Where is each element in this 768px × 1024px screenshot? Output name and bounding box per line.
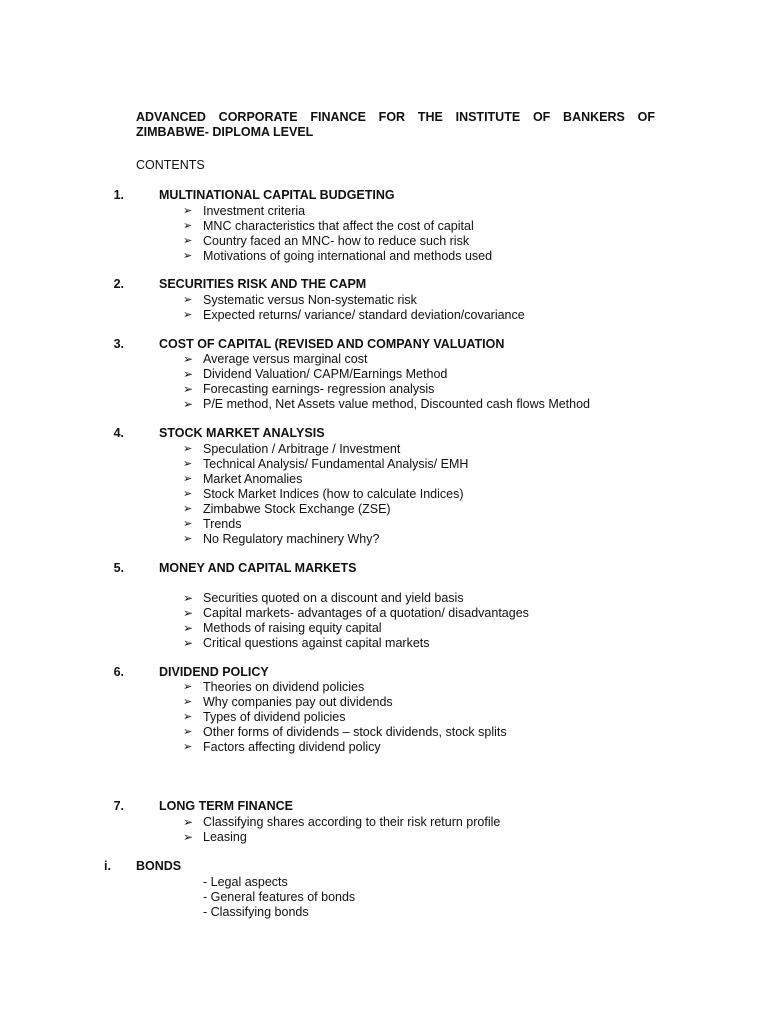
bullet-list	[183, 293, 525, 323]
subsection-title: BONDS	[136, 859, 182, 873]
list-item-text: Average versus marginal cost	[203, 352, 368, 366]
section-number: 4.	[113, 426, 124, 440]
list-item	[183, 249, 492, 264]
arrow-bullet-icon: ➢	[183, 205, 193, 217]
list-item-text: Types of dividend policies	[203, 710, 346, 724]
arrow-bullet-icon: ➢	[183, 458, 193, 470]
section-number: 7.	[113, 799, 124, 813]
list-item	[183, 442, 468, 457]
list-item-text: Investment criteria	[203, 204, 306, 218]
bullet-list	[183, 442, 468, 547]
arrow-bullet-icon: ➢	[183, 815, 194, 829]
subsection-list	[203, 875, 355, 920]
arrow-bullet-icon: ➢	[183, 352, 194, 366]
list-item	[183, 695, 507, 710]
bullet-list	[183, 680, 507, 755]
section-number: 3.	[113, 337, 124, 351]
list-item-text: MNC characteristics that affect the cost of capital	[203, 219, 474, 233]
list-item	[183, 308, 525, 323]
arrow-bullet-icon: ➢	[183, 533, 193, 545]
list-item-text: Why companies pay out dividends	[203, 695, 393, 709]
section-title: LONG TERM FINANCE	[159, 799, 294, 813]
list-item	[183, 517, 468, 532]
list-item-text: Critical questions against capital markets	[203, 636, 430, 650]
bullet-list	[183, 591, 529, 651]
arrow-bullet-icon: ➢	[183, 696, 193, 708]
list-item	[183, 457, 468, 472]
section-number: 5.	[113, 561, 124, 575]
list-item	[183, 204, 492, 219]
list-item	[183, 382, 590, 397]
list-item	[183, 472, 468, 487]
list-item-text: Methods of raising equity capital	[203, 621, 382, 635]
list-item-text: Trends	[203, 517, 242, 531]
bullet-list	[183, 204, 492, 264]
list-item-text: Expected returns/ variance/ standard deviation/covariance	[203, 308, 525, 322]
arrow-bullet-icon: ➢	[183, 294, 193, 306]
list-item	[183, 740, 507, 755]
list-item-text: Country faced an MNC- how to reduce such risk	[203, 234, 470, 248]
list-item-text: No Regulatory machinery Why?	[203, 532, 380, 546]
arrow-bullet-icon: ➢	[183, 741, 193, 753]
list-item	[183, 591, 529, 606]
list-item-text: Technical Analysis/ Fundamental Analysis/ EMH	[203, 457, 469, 471]
arrow-bullet-icon: ➢	[183, 606, 194, 620]
arrow-bullet-icon: ➢	[183, 488, 193, 500]
arrow-bullet-icon: ➢	[183, 367, 194, 381]
list-item: - Legal aspects	[203, 875, 288, 889]
section-title: COST OF CAPITAL (REVISED AND COMPANY VALUATION	[159, 337, 505, 351]
list-item	[183, 219, 492, 234]
list-item	[183, 830, 500, 845]
bullet-list	[183, 815, 500, 845]
list-item	[183, 815, 500, 830]
section-title: SECURITIES RISK AND THE CAPM	[159, 277, 367, 291]
list-item	[183, 487, 468, 502]
list-item	[183, 710, 507, 725]
list-item-text: Classifying shares according to their risk return profile	[203, 815, 501, 829]
arrow-bullet-icon: ➢	[183, 711, 193, 723]
list-item	[183, 352, 590, 367]
arrow-bullet-icon: ➢	[183, 397, 194, 411]
list-item	[183, 367, 590, 382]
section-number: 6.	[113, 665, 124, 679]
list-item-text: Speculation / Arbitrage / Investment	[203, 442, 401, 456]
section-title: MULTINATIONAL CAPITAL BUDGETING	[159, 188, 395, 202]
list-item: - General features of bonds	[203, 890, 356, 904]
arrow-bullet-icon: ➢	[183, 681, 193, 693]
arrow-bullet-icon: ➢	[183, 250, 193, 262]
bullet-list	[183, 352, 590, 412]
arrow-bullet-icon: ➢	[183, 726, 193, 738]
list-item-text: Dividend Valuation/ CAPM/Earnings Method	[203, 367, 448, 381]
list-item	[183, 234, 492, 249]
list-item-text: Zimbabwe Stock Exchange (ZSE)	[203, 502, 391, 516]
list-item-text: Securities quoted on a discount and yield basis	[203, 591, 464, 605]
arrow-bullet-icon: ➢	[183, 503, 193, 515]
list-item-text: Motivations of going international and methods used	[203, 249, 493, 263]
contents-label: CONTENTS	[136, 158, 205, 172]
arrow-bullet-icon: ➢	[183, 621, 194, 635]
list-item	[183, 293, 525, 308]
list-item-text: Other forms of dividends – stock dividends, stock splits	[203, 725, 507, 739]
section-number: 1.	[113, 188, 124, 202]
list-item	[183, 502, 468, 517]
list-item-text: Leasing	[203, 830, 247, 844]
list-item-text: P/E method, Net Assets value method, Discounted cash flows Method	[203, 397, 591, 411]
arrow-bullet-icon: ➢	[183, 473, 193, 485]
document-title: ADVANCED CORPORATE FINANCE FOR THE INSTITUTE OF BANKERS OF ZIMBABWE- DIPLOMA LEVEL	[136, 110, 655, 139]
arrow-bullet-icon: ➢	[183, 382, 194, 396]
list-item	[183, 397, 590, 412]
section-number: 2.	[113, 277, 124, 291]
arrow-bullet-icon: ➢	[183, 518, 193, 530]
list-item-text: Factors affecting dividend policy	[203, 740, 381, 754]
list-item	[183, 680, 507, 695]
section-title: STOCK MARKET ANALYSIS	[159, 426, 325, 440]
list-item	[183, 636, 529, 651]
list-item-text: Stock Market Indices (how to calculate Indices)	[203, 487, 464, 501]
list-item	[183, 725, 507, 740]
subsection-number: i.	[104, 859, 111, 873]
list-item	[183, 532, 468, 547]
list-item-text: Systematic versus Non-systematic risk	[203, 293, 417, 307]
list-item	[183, 606, 529, 621]
arrow-bullet-icon: ➢	[183, 830, 194, 844]
list-item: - Classifying bonds	[203, 905, 309, 919]
arrow-bullet-icon: ➢	[183, 235, 193, 247]
list-item-text: Forecasting earnings- regression analysis	[203, 382, 435, 396]
list-item-text: Capital markets- advantages of a quotation/ disadvantages	[203, 606, 529, 620]
list-item	[183, 621, 529, 636]
arrow-bullet-icon: ➢	[183, 220, 193, 232]
section-title: DIVIDEND POLICY	[159, 665, 269, 679]
arrow-bullet-icon: ➢	[183, 591, 194, 605]
arrow-bullet-icon: ➢	[183, 636, 194, 650]
arrow-bullet-icon: ➢	[183, 309, 193, 321]
list-item-text: Theories on dividend policies	[203, 680, 365, 694]
section-title: MONEY AND CAPITAL MARKETS	[159, 561, 357, 575]
arrow-bullet-icon: ➢	[183, 443, 193, 455]
list-item-text: Market Anomalies	[203, 472, 303, 486]
